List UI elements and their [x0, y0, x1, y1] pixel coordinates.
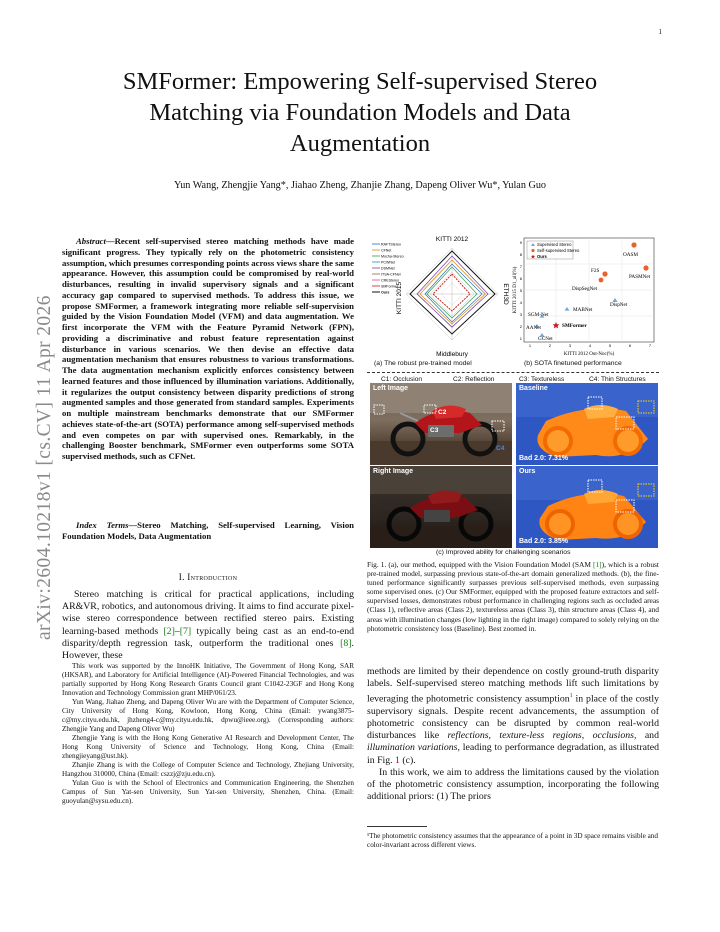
region-tag: C2 [438, 409, 447, 416]
y-tick-label: 9 [519, 240, 522, 245]
challenge-label: C1: Occlusion [381, 376, 423, 383]
right-image-panel [370, 466, 512, 548]
radar-legend-item: DSMNet [381, 266, 395, 271]
scatter-point-label: SMFormer [562, 323, 587, 329]
footnote: Zhengjie Yang is with the Hong Kong Generative AI Research and Development Center, The Hong Kong University of Science and Technology, Hong Kong, China (Email: zhengjieyang@ust.hk). [62, 734, 354, 760]
radar-axis-label: ETH3D [502, 283, 509, 305]
radar-legend-item: ITSA-CFNet [381, 272, 401, 277]
x-tick-label: 1 [528, 343, 532, 348]
footnote: Yulan Guo is with the School of Electronics and Communication Engineering, the Shenzhen Campus of Sun Yat-sen University, Sun Yat-sen University, Shenzhen, China. (Email: guoyulan@sysu.edu.cn). [62, 779, 354, 805]
scatter-legend-item: Ours [537, 254, 547, 259]
author-list: Yun Wang, Zhengjie Yang*, Jiahao Zheng, Zhanjie Zhang, Dapeng Oliver Wu*, Yulan Guo [173, 180, 547, 191]
ours-label: Ours [519, 468, 536, 475]
scatter-point-label: SGM-Net [528, 312, 549, 318]
x-tick-label: 3 [568, 343, 572, 348]
y-tick-label: 5 [519, 288, 522, 293]
y-tick-label: 4 [519, 300, 522, 305]
scatter-point-label: DispNet [610, 302, 628, 308]
radar-axis-label: KITTI 2015 [396, 281, 403, 315]
y-axis-label: KITTI 2015 D1_all(%) [513, 266, 518, 314]
x-tick-label: 6 [628, 343, 632, 348]
scatter-point-label: DispSegNet [572, 286, 598, 292]
left-image-panel [370, 383, 512, 465]
index-terms [62, 520, 354, 542]
citation-link[interactable]: [8] [340, 637, 352, 649]
y-tick-label: 7 [519, 264, 522, 269]
challenge-label: C2: Reflection [453, 376, 495, 383]
scatter-point-label: AANet [526, 325, 541, 331]
radar-legend-item: Ours [381, 290, 390, 295]
abstract-label: Abstract [76, 236, 106, 246]
radar-legend-item: CFNet [381, 248, 392, 253]
affiliation-footnotes [62, 662, 354, 806]
left-image-label: Left Image [373, 385, 409, 392]
abstract-text: —Recent self-supervised stereo matching methods have made significant progress. They typically rely on the photometric consistency assumption, which presumes corresponding points across views share the same appearance. However, this assumption could be compromised by real-world disturbances, resulting in invalid supervisory signals and a significant accuracy gap compared to supervised methods. To address this issue, we propose SMFormer, a framework integrating more reliable self-supervision guided by the Vision Foundation Model (VFM) and data augmentation. We first incorporate the VFM with the Feature Pyramid Network (FPN), providing a discriminative and robust feature representation against disturbance in various scenarios. We then devise an effective data augmentation mechanism that ensures robustness to various transformations. The data augmentation mechanism explicitly enforces consistency between learned features and those influenced by illumination variations. Additionally, it regularizes the output consistency between disparity predictions of strong augmented samples and those generated from standard samples. Experiments on multiple mainstream benchmarks demonstrate that our SMFormer achieves state-of-the-art (SOTA) performance among self-supervised methods and even competes on par with supervised ones. Remarkably, in the challenging Booster benchmark, SMFormer even outperforms some SOTA supervised methods, such as CFNet. [62, 236, 354, 461]
radar-axis-label: Middlebury [436, 351, 468, 358]
scatter-point-label: PASMNet [629, 274, 651, 280]
radar-chart [370, 232, 510, 360]
scatter-point-label: GCNet [538, 336, 553, 342]
abstract [62, 236, 354, 462]
radar-caption: (a) The robust pre-trained model [374, 360, 472, 367]
scatter-point-label: F2S [591, 268, 600, 274]
radar-axis-label: KITTI 2012 [435, 236, 469, 243]
y-tick-label: 8 [519, 252, 522, 257]
scatter-legend-item: Supervised Stereo [537, 242, 572, 247]
intro-paragraph: Stereo matching is critical for practical applications, including AR&VR, robotics, and autonomous driving. It aims to find accurate pixel-wise stereo correspondence between rectified stereo pairs. Existing learning-based methods [2]–[7] typically being cast as an end-to-end disparity/depth regression task, outperform the traditional ones [8]. However, these [62, 589, 354, 662]
ours-error-badge: Bad 2.0: 3.85% [519, 538, 569, 545]
radar-legend-item: SMFormer [381, 284, 398, 289]
radar-legend-item: Mocha-Stereo [381, 254, 404, 259]
right-image-label: Right Image [373, 468, 414, 475]
scatter-point-label: OASM [623, 252, 638, 258]
baseline-disparity-panel [516, 383, 658, 465]
figure-caption: Fig. 1. (a), our method, equipped with the Vision Foundation Model (SAM [1]), which is a robust pre-trained model, surpassing previous state-of-the-art domain generalized methods. (b), the fine-tuned performance significantly surpasses previous self-supervised methods, even surpassing some supervised ones. (c) Our SMFormer, equipped with the proposed feature extractors and self-supervised losses, demonstrates robust performance in challenging regions such as occluded areas (Class 1), reflective areas (Class 2), textureless areas (Class 3), thin structure areas (Class 4), and areas with illumination changes (low lighting in the right image) compared to solely relying on the photometric consistency loss (Baseline). Best zoomed in. [367, 560, 659, 633]
scatter-caption: (b) SOTA finetuned performance [524, 360, 622, 367]
citation-link[interactable]: [7] [179, 625, 192, 637]
x-axis-label: KITTI 2012 Out-Noc(%) [563, 352, 615, 357]
region-tag: C3 [430, 427, 439, 434]
ours-disparity-map [516, 466, 658, 548]
footnote: Yun Wang, Jiahao Zheng, and Dapeng Oliver Wu are with the Department of Computer Science, City University of Hong Kong, Kowloon, Hong Kong, China (Email: ywang3875-c@my.cityu.edu.hk, jhzheng4-c@my.cityu.edu.hk, dpwu@ieee.org). (Corresponding authors: Zhengjie Yang and Dapeng Oliver Wu) [62, 698, 354, 733]
page-number: 1 [658, 28, 662, 36]
baseline-error-badge: Bad 2.0: 7.31% [519, 455, 569, 462]
citation-link[interactable]: [1] [592, 560, 602, 569]
panel-c-caption: (c) Improved ability for challenging scenarios [436, 549, 571, 556]
y-tick-label: 1 [519, 336, 522, 341]
radar-legend-item: PCWNet [381, 260, 395, 265]
radar-legend-item: RAFTStereo [381, 242, 401, 247]
x-tick-label: 7 [648, 343, 652, 348]
arxiv-stamp: arXiv:2604.10218v1 [cs.CV] 11 Apr 2026 [34, 295, 55, 640]
footnote-marker[interactable]: 1 [569, 693, 573, 700]
baseline-label: Baseline [519, 385, 548, 392]
section-heading: I. Introduction [178, 572, 238, 582]
footnote: Zhanjie Zhang is with the College of Computer Science and Technology, Zhejiang University, Hangzhou 310000, China (Email: cszzj@zju.edu.cn). [62, 761, 354, 778]
citation-link[interactable]: [2] [163, 625, 175, 637]
scatter-legend-item: Self-supervised Stereo [537, 248, 580, 253]
challenge-label: C4: Thin Structures [589, 376, 646, 383]
x-tick-label: 5 [608, 343, 612, 348]
paper-title: SMFormer: Empowering Self-supervised Stereo Matching via Foundation Models and Data Augmentation [122, 68, 598, 157]
motorcycle-photo [370, 466, 512, 548]
figure-divider [367, 372, 659, 373]
figure-ref-link[interactable]: 1 [395, 754, 400, 766]
index-terms-label: Index Terms [76, 520, 129, 530]
index-terms-text: —Stereo Matching, Self-supervised Learning, Vision Foundation Models, Data Augmentation [62, 520, 354, 541]
scatter-point-label: MABNet [573, 307, 593, 313]
baseline-disparity-map [516, 383, 658, 465]
scatter-chart [512, 232, 662, 360]
ours-disparity-panel [516, 466, 658, 548]
y-tick-label: 6 [519, 276, 522, 281]
motorcycle-photo [370, 383, 512, 465]
challenge-label: C3: Textureless [519, 376, 565, 383]
y-tick-label: 2 [519, 324, 522, 329]
y-tick-label: 3 [519, 312, 522, 317]
footnote: This work was supported by the InnoHK Initiative, The Government of Hong Kong, SAR (HKSAR), and Laboratory for Artificial Intelligence (AI)-Powered Financial Technologies, and was partially supported by Hong Kong Research Grants Council grant C1042-23GF and Hong Kong Innovation and Technology Commission grant MHP/061/23. [62, 662, 354, 697]
region-tag: C4 [496, 445, 505, 452]
x-tick-label: 4 [588, 343, 592, 348]
radar-legend-item: CREStereo [381, 278, 400, 283]
body-text-right: methods are limited by their dependence on costly ground-truth disparity labels. Self-supervised stereo matching methods lift such limitations by leveraging the photometric consistency assumption$^1$ in place of the costly supervisory signals. Despite recent advancements, the assumption of photometric consistency can be disrupted by common real-world disturbances like reflections, texture-less regions, occlusions, and illumination variations, leading to performance degradation, as illustrated in Fig. 1 (c). In this work, we aim to address the limitations caused by the violation of the photometric consistency assumption, incorporating the following additional priors: (1) The priors [367, 666, 659, 803]
footnote-right: ¹The photometric consistency assumes that the appearance of a point in 3D space remains visible and color-invariant across different views. [367, 832, 658, 849]
x-tick-label: 2 [548, 343, 552, 348]
